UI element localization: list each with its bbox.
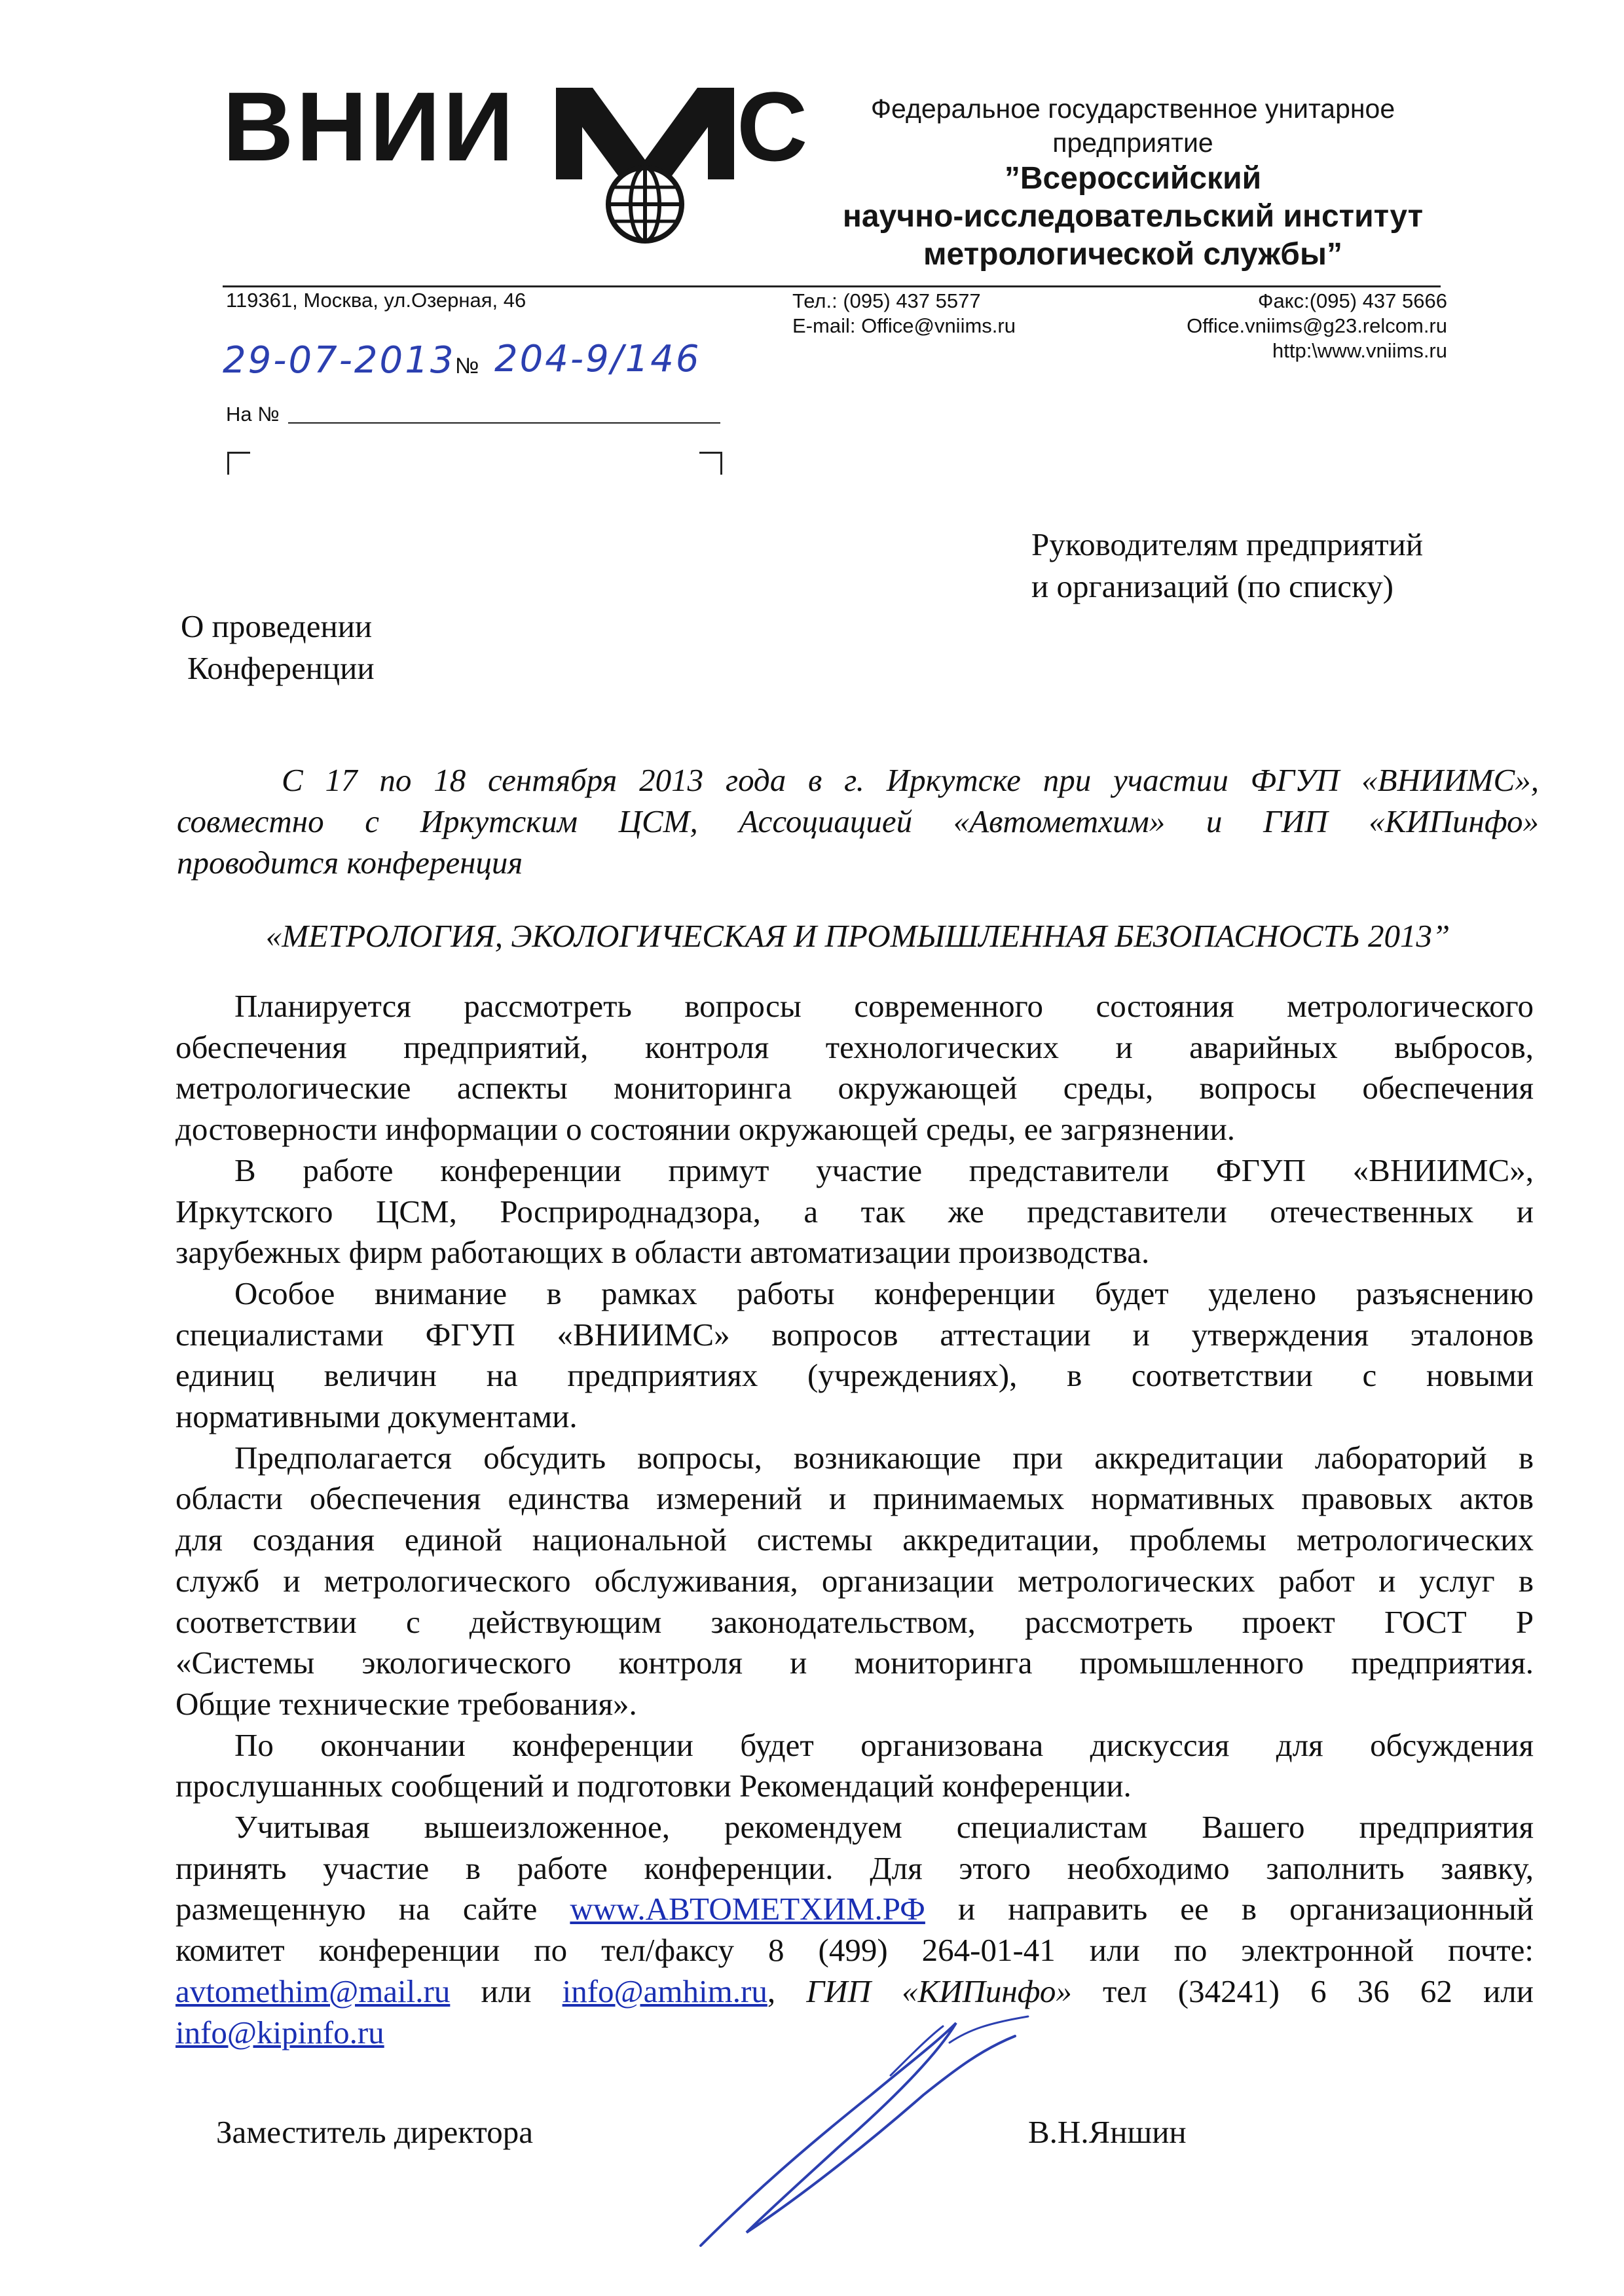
- org-line-1: Федеральное государственное унитарное: [870, 94, 1395, 124]
- intro-paragraph: [177, 759, 1539, 883]
- body-text-fragment: или: [450, 1973, 563, 2009]
- intro-line-2: совместно с Иркутским ЦСМ, Ассоциацией «Автометхим» и ГИП «КИПинфо»: [177, 803, 1539, 839]
- email: E-mail: Office@vniims.ru: [792, 314, 1016, 337]
- subject-line-1: О проведении: [181, 608, 373, 644]
- address-corner-left: [227, 452, 250, 475]
- recipient-line-2: и организаций (по списку): [1031, 568, 1393, 604]
- body-line: области обеспечения единства измерений и принимаемых нормативных правовых актов: [175, 1480, 1534, 1517]
- body-line: Особое внимание в рамках работы конференции будет уделено разъяснению: [234, 1275, 1534, 1311]
- website-link[interactable]: www.АВТОМЕТХИМ.РФ: [570, 1891, 925, 1927]
- body-line: прослушанных сообщений и подготовки Рекомендаций конференции.: [175, 1768, 1132, 1804]
- body-line: В работе конференции примут участие представители ФГУП «ВНИИМС»,: [234, 1152, 1534, 1188]
- conference-title: «МЕТРОЛОГИЯ, ЭКОЛОГИЧЕСКАЯ И ПРОМЫШЛЕННАЯ БЕЗОПАСНОСТЬ 2013”: [265, 918, 1450, 954]
- body-line: зарубежных фирм работающих в области автоматизации производства.: [175, 1234, 1150, 1271]
- website: http:\www.vniims.ru: [1272, 339, 1447, 362]
- number-sign: №: [455, 354, 479, 378]
- organization-name: [753, 92, 1513, 274]
- handwritten-signature-icon: [674, 1997, 1041, 2259]
- body-line: для создания единой национальной системы аккредитации, проблемы метрологических: [175, 1522, 1534, 1558]
- body-line: Предполагается обсудить вопросы, возникающие при аккредитации лабораторий в: [234, 1439, 1534, 1476]
- intro-line-1: С 17 по 18 сентября 2013 года в г. Иркутске при участии ФГУП «ВНИИМС»,: [282, 762, 1539, 798]
- email-link-avtomethim[interactable]: avtomethim@mail.ru: [175, 1973, 451, 2009]
- org-line-4: научно-исследовательский институт: [842, 199, 1424, 234]
- logo-text-left: ВНИИ: [223, 71, 517, 181]
- body-text-fragment: размещенную на сайте: [175, 1891, 570, 1927]
- header-divider: [223, 285, 1441, 287]
- recipient-line-1: Руководителям предприятий: [1031, 526, 1424, 562]
- email-link-kipinfo[interactable]: info@kipinfo.ru: [175, 2014, 384, 2050]
- body-line: обеспечения предприятий, контроля технологических и аварийных выбросов,: [175, 1029, 1534, 1065]
- reference-underline: [288, 422, 720, 424]
- body-line: Учитывая вышеизложенное, рекомендуем специалистам Вашего предприятия: [234, 1809, 1534, 1846]
- signatory-name: В.Н.Яншин: [1028, 2114, 1187, 2150]
- email-2: Office.vniims@g23.relcom.ru: [1187, 314, 1447, 337]
- handwritten-date: 29-07-2013: [223, 339, 456, 382]
- address: 119361, Москва, ул.Озерная, 46: [226, 289, 526, 312]
- intro-line-3: проводится конференция: [177, 845, 523, 881]
- body-line: достоверности информации о состоянии окружающей среды, ее загрязнении.: [175, 1111, 1236, 1148]
- body-line: По окончании конференции будет организована дискуссия для обсуждения: [234, 1726, 1534, 1763]
- body-line: единиц величин на предприятиях (учреждениях), в соответствии с новыми: [175, 1357, 1534, 1394]
- body-text-fragment: и направить ее в организационный: [925, 1891, 1534, 1927]
- logo-emblem-icon: [553, 81, 737, 245]
- body-line: принять участие в работе конференции. Для этого необходимо заполнить заявку,: [175, 1850, 1534, 1886]
- body-line: специалистами ФГУП «ВНИИМС» вопросов аттестации и утверждения эталонов: [175, 1316, 1534, 1353]
- phone: Тел.: (095) 437 5577: [792, 289, 981, 312]
- body-line: «Системы экологического контроля и мониторинга промышленного предприятия.: [175, 1645, 1534, 1681]
- reference-label: На №: [226, 403, 280, 426]
- email-link-amhim[interactable]: info@amhim.ru: [562, 1973, 767, 2009]
- fax: Факс:(095) 437 5666: [1257, 289, 1447, 312]
- body-text-fragment: ГИП «КИПинфо»: [806, 1973, 1072, 2009]
- org-line-2: предприятие: [1052, 128, 1213, 158]
- contacts-block: [792, 289, 1447, 363]
- address-corner-right: [699, 452, 722, 475]
- body-line: метрологические аспекты мониторинга окружающей среды, вопросы обеспечения: [175, 1070, 1534, 1106]
- body-line: нормативными документами.: [175, 1398, 578, 1435]
- body-line-with-link: [175, 1889, 1534, 1930]
- body-line: соответствии с действующим законодательством, рассмотреть проект ГОСТ Р: [175, 1603, 1534, 1640]
- subject-line-2: Конференции: [187, 650, 375, 686]
- body-line: служб и метрологического обслуживания, организации метрологических работ и услуг в: [175, 1562, 1534, 1599]
- body-line: Планируется рассмотреть вопросы современного состояния метрологического: [234, 988, 1534, 1024]
- recipient: [1031, 524, 1423, 608]
- body-text-fragment: ,: [767, 1973, 807, 2009]
- body-line: комитет конференции по тел/факсу 8 (499) 264-01-41 или по электронной почте:: [175, 1932, 1534, 1969]
- body-line: Общие технические требования».: [175, 1685, 637, 1722]
- org-line-3: ”Всероссийский: [1004, 161, 1262, 196]
- body-text-fragment: тел (34241) 6 36 62 или: [1071, 1973, 1534, 2009]
- signatory-role: Заместитель директора: [216, 2114, 533, 2150]
- subject: [181, 606, 375, 689]
- body-line: Иркутского ЦСМ, Росприроднадзора, а так же представители отечественных и: [175, 1193, 1534, 1230]
- logo-text-right: С: [737, 71, 811, 181]
- org-line-5: метрологической службы”: [923, 237, 1342, 272]
- handwritten-reg-number: 204-9/146: [494, 338, 701, 380]
- letter-body: [175, 986, 1534, 2053]
